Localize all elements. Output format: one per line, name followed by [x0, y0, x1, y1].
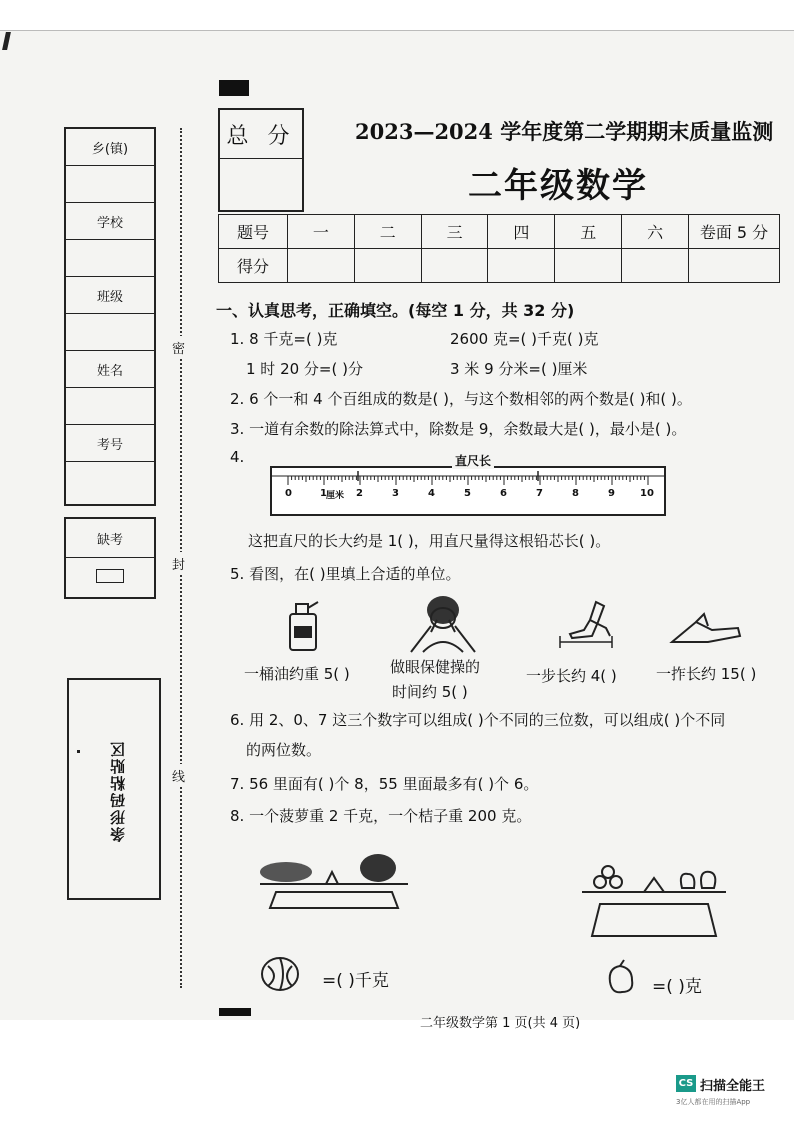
score-header-cell: 卷面 5 分	[689, 215, 780, 249]
section-1-title: 一、认真思考，正确填空。(每空 1 分，共 32 分)	[216, 301, 575, 320]
ruler-tick-label: 3	[392, 488, 399, 499]
ruler-tick-label: 7	[536, 488, 543, 499]
ruler-label: 直尺长	[452, 452, 494, 469]
question-1b: 2600 克=( )千克( )克	[450, 330, 599, 348]
orange-icon	[606, 958, 636, 996]
score-row-label: 得分	[219, 249, 288, 283]
q5-oil: 一桶油约重 5( )	[244, 665, 350, 683]
score-header-cell: 三	[421, 215, 488, 249]
watermelon-icon	[260, 952, 300, 992]
question-1d: 3 米 9 分米=( )厘米	[450, 360, 588, 378]
q5-eye-line1: 做眼保健操的	[390, 658, 481, 676]
scan-edge-line	[0, 30, 794, 31]
field-id-label: 考号	[66, 425, 154, 462]
absent-box	[64, 517, 156, 599]
hand-span-picture	[668, 608, 744, 648]
scale-watermelon-picture	[256, 852, 414, 914]
field-name-input[interactable]	[66, 388, 154, 425]
score-cell[interactable]	[288, 249, 355, 283]
absent-label: 缺考	[66, 519, 154, 558]
ruler-figure	[270, 454, 666, 516]
field-name-label: 姓名	[66, 351, 154, 388]
page-footer: 二年级数学第 1 页(共 4 页)	[420, 1016, 581, 1031]
absent-checkbox[interactable]	[96, 569, 124, 583]
ruler-unit-label: 厘米	[326, 491, 345, 501]
score-table	[218, 214, 780, 283]
question-3: 3. 一道有余数的除法算式中，除数是 9，余数最大是( )，最小是( )。	[230, 420, 687, 438]
seal-char-mi: 密	[172, 336, 185, 359]
registration-mark-top	[219, 80, 249, 96]
score-header-cell: 一	[288, 215, 355, 249]
score-table-header-row	[219, 215, 780, 249]
score-cell[interactable]	[354, 249, 421, 283]
step-length-picture	[556, 598, 616, 650]
ruler-tick-label: 1	[320, 488, 327, 499]
scanner-logo-icon: CS	[676, 1075, 696, 1092]
ruler-tick-label: 2	[356, 488, 363, 499]
question-1a: 1. 8 千克=( )克	[230, 330, 338, 348]
score-header-cell: 五	[555, 215, 622, 249]
score-header-cell: 六	[622, 215, 689, 249]
registration-mark-bottom	[219, 1008, 251, 1016]
ruler-tick-label: 5	[464, 488, 471, 499]
score-cell[interactable]	[689, 249, 780, 283]
question-4-number: 4.	[230, 448, 245, 466]
field-id-input[interactable]	[66, 462, 154, 499]
eye-exercise-picture	[405, 592, 481, 654]
q8-answer-2: =( )克	[652, 977, 702, 997]
barcode-area	[67, 678, 161, 900]
scanner-tagline: 3亿人都在用的扫描App	[676, 1098, 751, 1106]
dot-mark	[77, 750, 80, 753]
ruler-tick-label: 6	[500, 488, 507, 499]
total-score-label: 总 分	[220, 110, 302, 159]
score-header-cell: 二	[354, 215, 421, 249]
ruler-tick-label: 0	[285, 488, 292, 499]
seal-char-xian: 线	[172, 764, 185, 787]
exam-subtitle: 2023—2024 学年度第二学期期末质量监测	[355, 119, 774, 144]
score-cell[interactable]	[488, 249, 555, 283]
q8-answer-1: =( )千克	[322, 971, 389, 991]
field-township-input[interactable]	[66, 166, 154, 203]
q5-span: 一拃长约 15( )	[656, 665, 757, 683]
score-cell[interactable]	[421, 249, 488, 283]
ruler-tick-label: 8	[572, 488, 579, 499]
field-township-label: 乡(镇)	[66, 129, 154, 166]
q5-step: 一步长约 4( )	[526, 667, 617, 685]
q5-eye-line2: 时间约 5( )	[392, 683, 468, 701]
field-school-label: 学校	[66, 203, 154, 240]
exam-title: 二年级数学	[468, 166, 648, 206]
field-school-input[interactable]	[66, 240, 154, 277]
question-8: 8. 一个菠萝重 2 千克，一个桔子重 200 克。	[230, 807, 532, 825]
question-7: 7. 56 里面有( )个 8，55 里面最多有( )个 6。	[230, 775, 539, 793]
score-header-cell: 四	[488, 215, 555, 249]
question-2: 2. 6 个一和 4 个百组成的数是( )，与这个数相邻的两个数是( )和( )。	[230, 390, 692, 408]
score-header-cell: 题号	[219, 215, 288, 249]
question-6a: 6. 用 2、0、7 这三个数字可以组成( )个不同的三位数，可以组成( )个不同	[230, 711, 726, 729]
field-class-label: 班级	[66, 277, 154, 314]
score-cell[interactable]	[555, 249, 622, 283]
field-class-input[interactable]	[66, 314, 154, 351]
ruler-tick-label: 9	[608, 488, 615, 499]
question-6b: 的两位数。	[246, 741, 322, 759]
score-cell[interactable]	[622, 249, 689, 283]
barcode-label: 条形码粘贴区	[109, 740, 127, 842]
ruler-tick-label: 4	[428, 488, 435, 499]
score-table-score-row	[219, 249, 780, 283]
ruler-tick-label: 10	[640, 488, 654, 499]
scanner-app-name: 扫描全能王	[700, 1079, 766, 1094]
question-1c: 1 时 20 分=( )分	[246, 360, 363, 378]
student-info-box	[64, 127, 156, 506]
seal-char-feng: 封	[172, 552, 185, 575]
total-score-input[interactable]	[220, 159, 302, 207]
total-score-box	[218, 108, 304, 212]
question-5: 5. 看图，在( )里填上合适的单位。	[230, 565, 461, 583]
question-4-text: 这把直尺的长大约是 1( )，用直尺量得这根铅芯长( )。	[248, 532, 611, 550]
scale-orange-picture	[578, 860, 730, 940]
oil-bottle-picture	[284, 598, 324, 654]
